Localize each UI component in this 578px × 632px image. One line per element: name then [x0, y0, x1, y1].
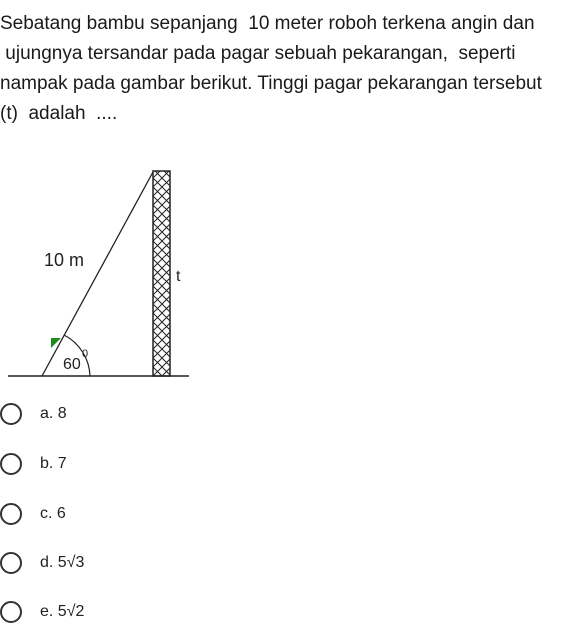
fence-height-label: t — [176, 268, 181, 285]
question-line: ujungnya tersandar pada pagar sebuah pekarangan, seperti — [0, 43, 516, 64]
diagram-svg — [0, 160, 200, 386]
option-a[interactable] — [0, 398, 260, 434]
radio-circle-icon[interactable] — [0, 552, 22, 574]
question-line: (t) adalah .... — [0, 103, 118, 124]
angle-degree-mark: 0 — [82, 348, 89, 360]
option-label: b. 7 — [40, 455, 67, 472]
bamboo-length-label: 10 m — [44, 250, 85, 270]
fence — [153, 171, 170, 376]
option-c[interactable] — [0, 498, 260, 534]
bamboo-fence-diagram — [0, 160, 200, 386]
bamboo-line — [42, 172, 153, 376]
question-text — [0, 9, 576, 129]
question-line: Sebatang bambu sepanjang 10 meter roboh terkena angin dan — [0, 13, 535, 34]
angle-label: 60 — [63, 356, 81, 373]
radio-circle-icon[interactable] — [0, 403, 22, 425]
option-label: c. 6 — [40, 505, 66, 522]
option-d[interactable] — [0, 547, 260, 583]
option-label: d. 5√3 — [40, 554, 85, 571]
radio-circle-icon[interactable] — [0, 601, 22, 623]
option-label: e. 5√2 — [40, 603, 85, 620]
radio-circle-icon[interactable] — [0, 503, 22, 525]
option-label: a. 8 — [40, 405, 67, 422]
option-e[interactable] — [0, 596, 260, 632]
radio-circle-icon[interactable] — [0, 453, 22, 475]
option-b[interactable] — [0, 448, 260, 484]
question-line: nampak pada gambar berikut. Tinggi pagar pekarangan tersebut — [0, 73, 542, 94]
